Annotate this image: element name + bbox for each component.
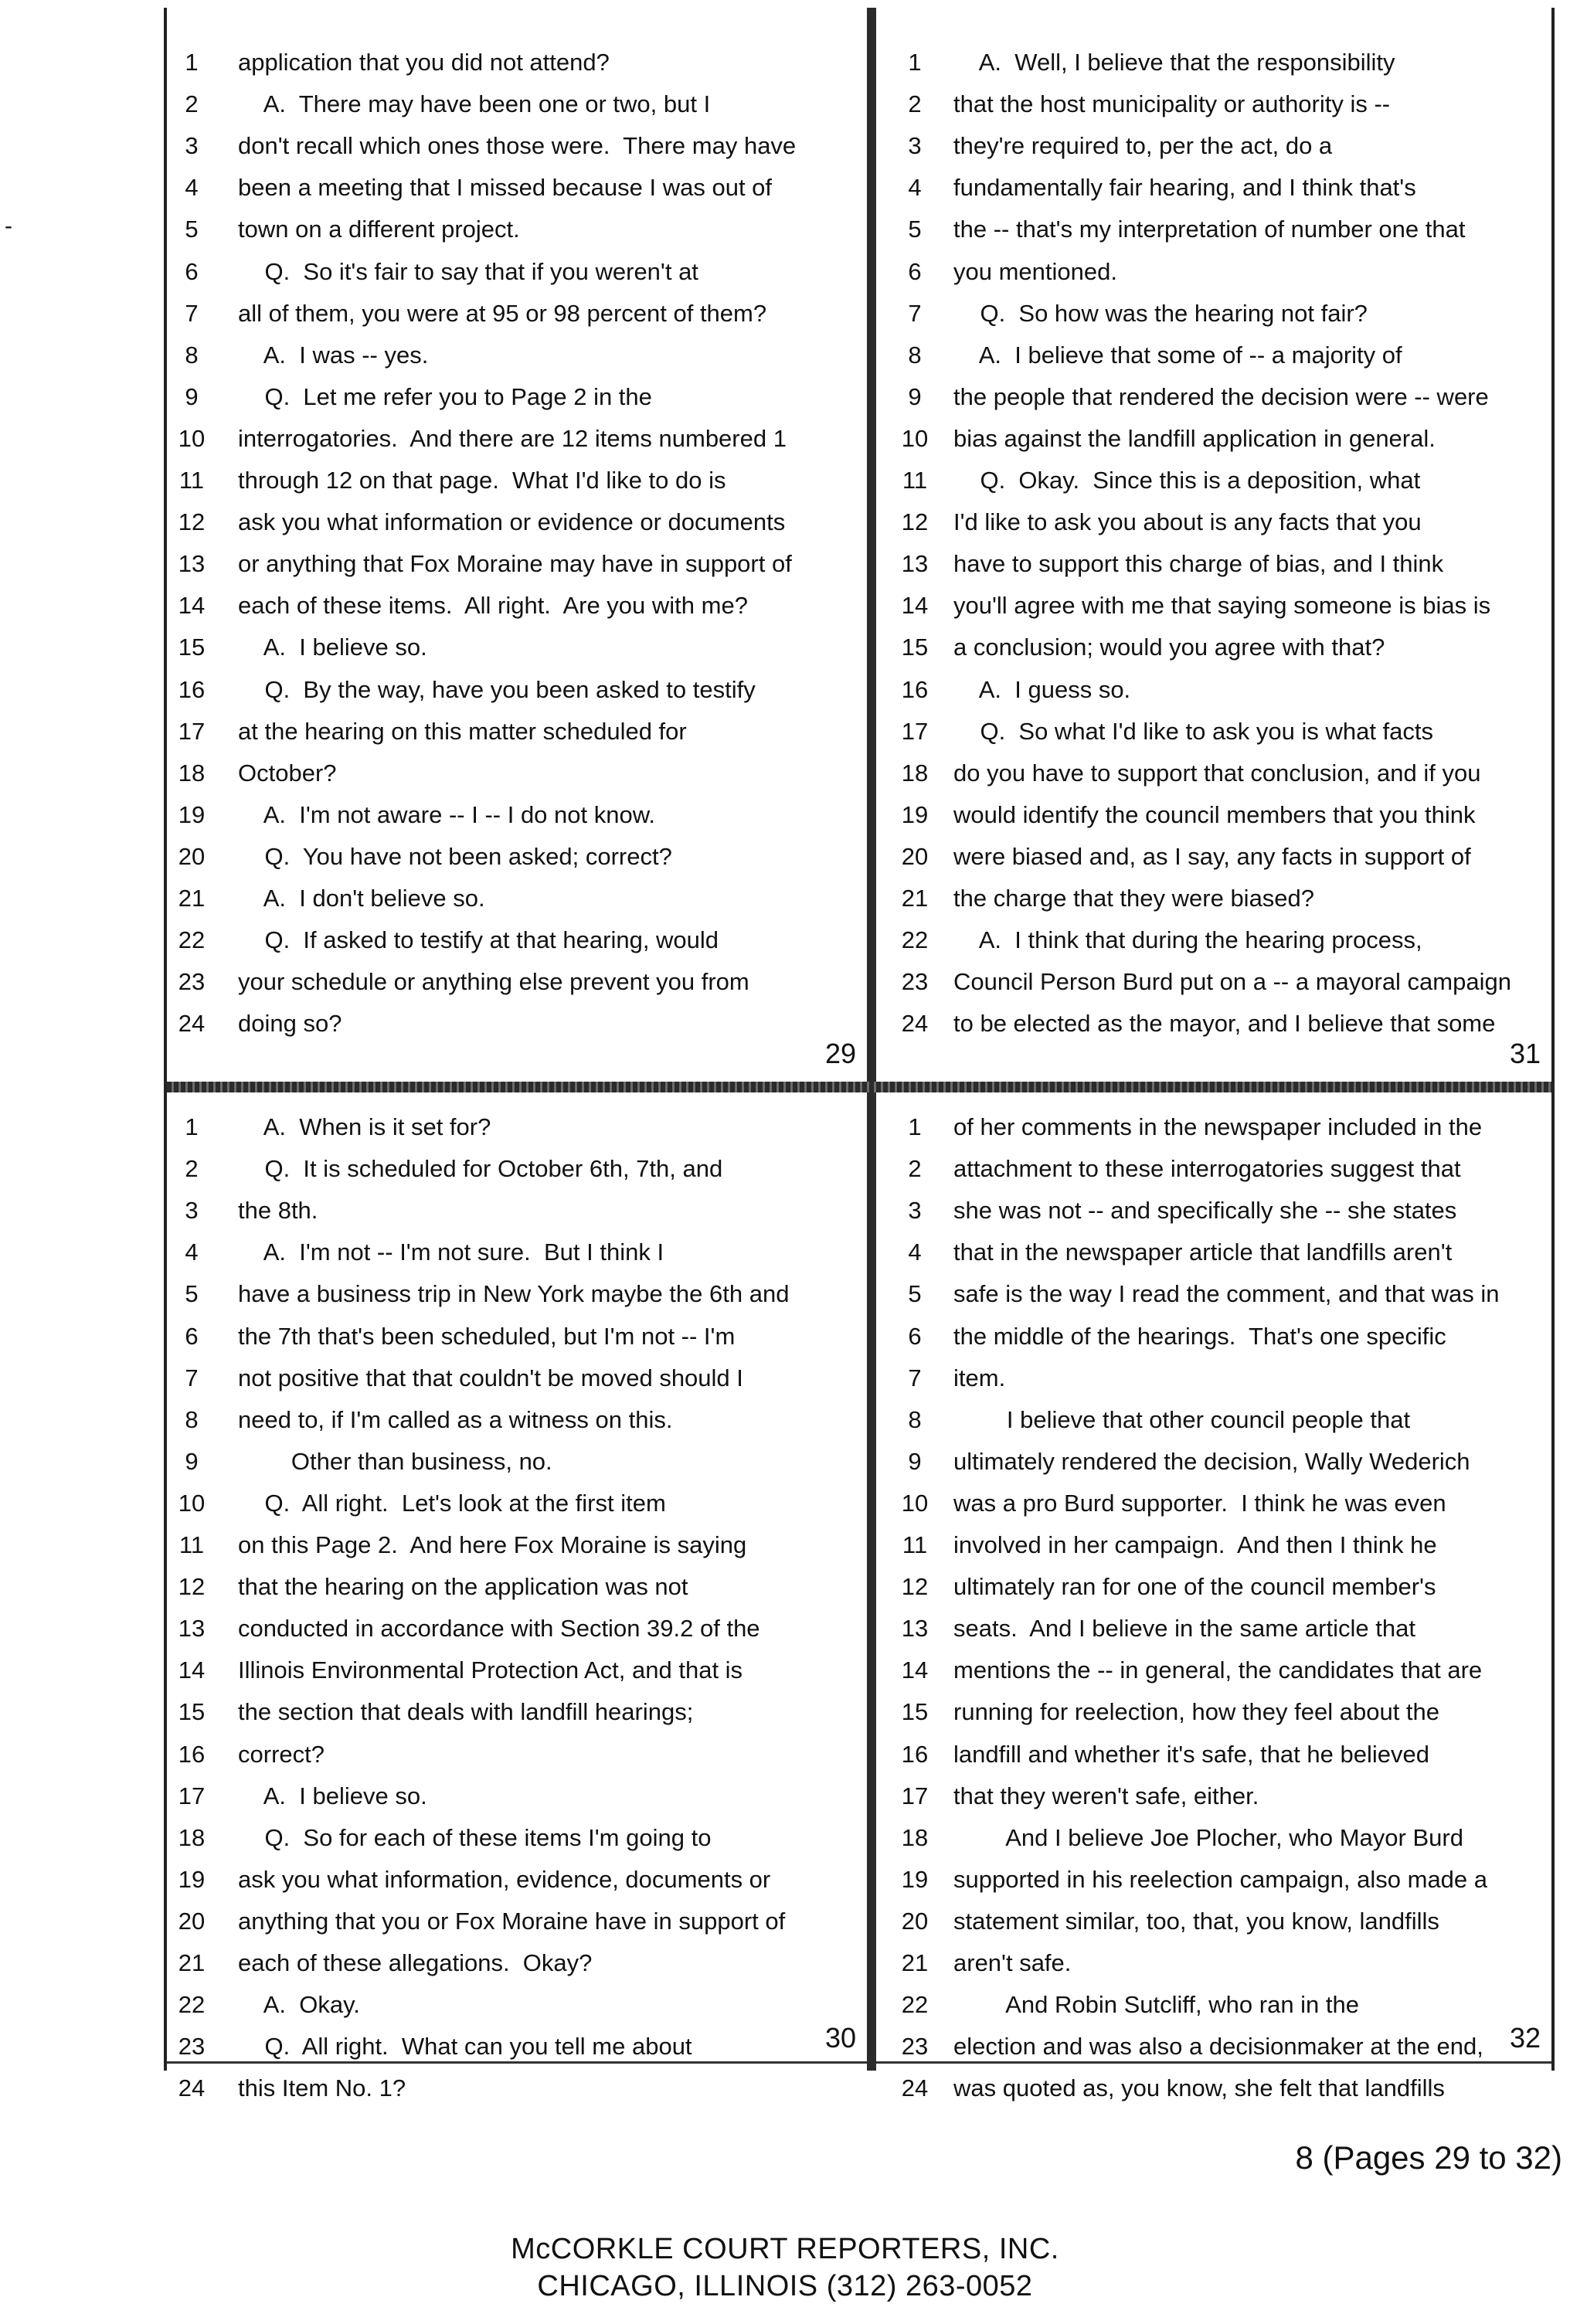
line-number: 8 xyxy=(908,341,922,369)
line-text: item. xyxy=(953,1364,1006,1391)
line-number: 6 xyxy=(185,257,199,285)
transcript-page-29 xyxy=(167,8,867,1082)
line-text: to be elected as the mayor, and I believe that some xyxy=(953,1010,1496,1038)
line-number: 4 xyxy=(908,174,922,202)
line-number: 24 xyxy=(178,2074,206,2102)
line-number: 3 xyxy=(185,132,199,160)
line-text: Q. By the way, have you been asked to testify xyxy=(238,675,756,703)
line-text: the section that deals with landfill hearings; xyxy=(238,1698,694,1726)
line-text: Q. So what I'd like to ask you is what facts xyxy=(953,717,1434,745)
line-number: 14 xyxy=(901,1656,929,1684)
line-text: anything that you or Fox Moraine have in support of xyxy=(238,1907,786,1935)
line-number: 15 xyxy=(901,1698,929,1726)
line-number: 21 xyxy=(901,1949,929,1976)
line-number: 12 xyxy=(178,1573,206,1601)
line-number: 23 xyxy=(178,2033,206,2061)
line-text: Q. So for each of these items I'm going to xyxy=(238,1823,712,1851)
line-text: Other than business, no. xyxy=(238,1447,552,1475)
line-text: on this Page 2. And here Fox Moraine is saying xyxy=(238,1531,747,1558)
line-number: 16 xyxy=(901,1740,929,1768)
page-number: 32 xyxy=(1509,2022,1541,2054)
line-text: through 12 on that page. What I'd like to do is xyxy=(238,467,726,494)
pages-range-label: 8 (Pages 29 to 32) xyxy=(1295,2139,1562,2176)
line-text: A. Okay. xyxy=(238,1991,360,2019)
line-number: 4 xyxy=(908,1238,922,1266)
line-text: not positive that that couldn't be moved should I xyxy=(238,1364,743,1391)
line-number: 15 xyxy=(178,634,206,661)
line-number: 8 xyxy=(185,341,199,369)
line-number: 18 xyxy=(178,759,206,787)
line-number: 11 xyxy=(178,467,205,494)
line-text: A. I believe so. xyxy=(238,1782,427,1809)
line-text: landfill and whether it's safe, that he believed xyxy=(953,1740,1429,1768)
transcript-page-31 xyxy=(876,8,1551,1082)
line-number: 4 xyxy=(185,174,199,202)
line-text: the people that rendered the decision were -- were xyxy=(953,382,1489,410)
line-text: I'd like to ask you about is any facts that you xyxy=(953,508,1422,536)
line-number: 15 xyxy=(178,1698,206,1726)
line-text: seats. And I believe in the same article that xyxy=(953,1615,1415,1643)
line-number: 3 xyxy=(908,132,922,160)
line-number: 1 xyxy=(185,1113,199,1140)
line-number: 23 xyxy=(901,968,929,996)
line-text: fundamentally fair hearing, and I think that's xyxy=(953,174,1416,202)
line-text: was quoted as, you know, she felt that landfills xyxy=(953,2074,1445,2102)
vertical-divider xyxy=(867,8,876,2071)
line-text: was a pro Burd supporter. I think he was even xyxy=(953,1489,1446,1517)
line-number: 13 xyxy=(178,550,206,578)
line-text: election and was also a decisionmaker at the end, xyxy=(953,2033,1483,2061)
line-text: interrogatories. And there are 12 items numbered 1 xyxy=(238,424,787,452)
line-number: 13 xyxy=(901,550,929,578)
line-number: 21 xyxy=(901,885,929,912)
page-number: 29 xyxy=(824,1038,856,1069)
line-number: 19 xyxy=(901,1865,929,1893)
line-text: A. I'm not -- I'm not sure. But I think I xyxy=(238,1238,664,1266)
line-number: 14 xyxy=(178,592,206,620)
line-text: Council Person Burd put on a -- a mayoral campaign xyxy=(953,968,1511,996)
line-number: 12 xyxy=(901,508,929,536)
line-text: that the host municipality or authority is -- xyxy=(953,90,1391,118)
line-text: you'll agree with me that saying someone is bias is xyxy=(953,592,1491,620)
line-number: 12 xyxy=(901,1573,929,1601)
line-number: 20 xyxy=(901,1907,929,1935)
line-text: the 8th. xyxy=(238,1197,318,1225)
transcript-page-30 xyxy=(167,1092,867,2102)
line-text: have to support this charge of bias, and I think xyxy=(953,550,1444,578)
line-text: the charge that they were biased? xyxy=(953,885,1315,912)
line-number: 22 xyxy=(901,1991,929,2019)
line-number: 5 xyxy=(185,1280,199,1308)
line-text: you mentioned. xyxy=(953,257,1117,285)
line-text: Q. If asked to testify at that hearing, would xyxy=(238,926,719,954)
line-number: 21 xyxy=(178,885,206,912)
line-number: 22 xyxy=(178,1991,206,2019)
line-number: 6 xyxy=(185,1322,199,1350)
page-number: 31 xyxy=(1509,1038,1541,1069)
line-number: 11 xyxy=(178,1531,205,1558)
line-text: A. When is it set for? xyxy=(238,1113,491,1140)
transcript-sheet xyxy=(164,8,1555,2102)
line-number: 7 xyxy=(908,299,922,327)
footer-company: McCORKLE COURT REPORTERS, INC. xyxy=(511,2233,1059,2265)
line-text: each of these allegations. Okay? xyxy=(238,1949,593,1976)
line-number: 15 xyxy=(901,634,929,661)
line-number: 1 xyxy=(185,49,199,76)
line-text: A. I guess so. xyxy=(953,675,1131,703)
line-number: 6 xyxy=(908,1322,922,1350)
line-number: 8 xyxy=(185,1405,199,1433)
line-text: doing so? xyxy=(238,1010,342,1038)
line-number: 12 xyxy=(178,508,206,536)
line-number: 9 xyxy=(185,1447,199,1475)
line-number: 23 xyxy=(178,968,206,996)
line-number: 17 xyxy=(901,717,929,745)
line-number: 24 xyxy=(901,1010,929,1038)
line-number: 4 xyxy=(185,1238,199,1266)
line-number: 19 xyxy=(178,1865,206,1893)
transcript-page-32 xyxy=(876,1092,1551,2102)
line-text: she was not -- and specifically she -- she states xyxy=(953,1197,1457,1225)
line-text: all of them, you were at 95 or 98 percent of them? xyxy=(238,299,767,327)
line-text: attachment to these interrogatories suggest that xyxy=(953,1155,1461,1183)
line-text: And I believe Joe Plocher, who Mayor Burd xyxy=(953,1823,1463,1851)
line-number: 5 xyxy=(185,216,199,243)
line-number: 7 xyxy=(185,1364,199,1391)
line-number: 6 xyxy=(908,257,922,285)
line-number: 22 xyxy=(178,926,206,954)
line-text: conducted in accordance with Section 39.2 of the xyxy=(238,1615,760,1643)
line-text: ask you what information or evidence or documents xyxy=(238,508,786,536)
line-number: 10 xyxy=(901,1489,929,1517)
line-text: Q. All right. What can you tell me about xyxy=(238,2033,692,2061)
line-text: supported in his reelection campaign, also made a xyxy=(953,1865,1488,1893)
line-number: 10 xyxy=(178,424,206,452)
line-number: 8 xyxy=(908,1405,922,1433)
line-number: 17 xyxy=(178,717,206,745)
line-text: they're required to, per the act, do a xyxy=(953,132,1333,160)
line-number: 20 xyxy=(178,842,206,870)
line-text: Q. It is scheduled for October 6th, 7th, and xyxy=(238,1155,723,1183)
line-text: that in the newspaper article that landfills aren't xyxy=(953,1238,1453,1266)
line-number: 18 xyxy=(901,759,929,787)
line-text: of her comments in the newspaper included in the xyxy=(953,1113,1483,1140)
line-number: 23 xyxy=(901,2033,929,2061)
line-text: A. There may have been one or two, but I xyxy=(238,90,711,118)
line-number: 11 xyxy=(902,1531,928,1558)
line-text: A. I believe so. xyxy=(238,634,427,661)
line-text: safe is the way I read the comment, and that was in xyxy=(953,1280,1500,1308)
line-text: the -- that's my interpretation of number one that xyxy=(953,216,1466,243)
line-number: 16 xyxy=(178,675,206,703)
line-number: 18 xyxy=(178,1823,206,1851)
line-text: Illinois Environmental Protection Act, and that is xyxy=(238,1656,743,1684)
line-text: statement similar, too, that, you know, landfills xyxy=(953,1907,1439,1935)
line-text: at the hearing on this matter scheduled for xyxy=(238,717,687,745)
line-text: need to, if I'm called as a witness on this. xyxy=(238,1405,673,1433)
line-text: have a business trip in New York maybe the 6th and xyxy=(238,1280,790,1308)
line-number: 7 xyxy=(185,299,199,327)
line-text: ultimately ran for one of the council member's xyxy=(953,1573,1436,1601)
line-text: do you have to support that conclusion, and if you xyxy=(953,759,1481,787)
line-text: A. I think that during the hearing process, xyxy=(953,926,1422,954)
line-number: 1 xyxy=(908,49,922,76)
line-number: 16 xyxy=(901,675,929,703)
line-number: 14 xyxy=(178,1656,206,1684)
line-text: bias against the landfill application in general. xyxy=(953,424,1436,452)
line-text: a conclusion; would you agree with that? xyxy=(953,634,1385,661)
line-number: 20 xyxy=(178,1907,206,1935)
line-text: ask you what information, evidence, documents or xyxy=(238,1865,771,1893)
line-number: 5 xyxy=(908,1280,922,1308)
line-text: A. I was -- yes. xyxy=(238,341,429,369)
line-number: 3 xyxy=(185,1197,199,1225)
line-text: would identify the council members that you think xyxy=(953,800,1476,828)
line-number: 5 xyxy=(908,216,922,243)
line-number: 2 xyxy=(185,1155,199,1183)
line-number: 11 xyxy=(902,467,928,494)
line-text: this Item No. 1? xyxy=(238,2074,406,2102)
line-text: Q. So it's fair to say that if you weren't at xyxy=(238,257,698,285)
line-text: And Robin Sutcliff, who ran in the xyxy=(953,1991,1360,2019)
line-number: 19 xyxy=(178,800,206,828)
line-number: 13 xyxy=(178,1615,206,1643)
line-number: 9 xyxy=(185,382,199,410)
line-number: 18 xyxy=(901,1823,929,1851)
line-text: correct? xyxy=(238,1740,325,1768)
line-text: Q. Okay. Since this is a deposition, what xyxy=(953,467,1421,494)
line-number: 9 xyxy=(908,1447,922,1475)
stray-mark: - xyxy=(5,213,12,239)
line-text: A. I believe that some of -- a majority of xyxy=(953,341,1402,369)
line-text: October? xyxy=(238,759,337,787)
line-text: your schedule or anything else prevent you from xyxy=(238,968,749,996)
page-number: 30 xyxy=(824,2022,856,2054)
line-number: 2 xyxy=(185,90,199,118)
line-text: were biased and, as I say, any facts in support of xyxy=(953,842,1471,870)
line-text: been a meeting that I missed because I was out of xyxy=(238,174,773,202)
line-number: 24 xyxy=(901,2074,929,2102)
line-number: 14 xyxy=(901,592,929,620)
line-text: Q. You have not been asked; correct? xyxy=(238,842,672,870)
line-text: the 7th that's been scheduled, but I'm not -- I'm xyxy=(238,1322,736,1350)
line-text: A. Well, I believe that the responsibility xyxy=(953,49,1395,76)
line-text: or anything that Fox Moraine may have in support of xyxy=(238,550,792,578)
line-text: Q. Let me refer you to Page 2 in the xyxy=(238,382,652,410)
line-text: each of these items. All right. Are you with me? xyxy=(238,592,748,620)
line-number: 2 xyxy=(908,1155,922,1183)
line-number: 24 xyxy=(178,1010,206,1038)
line-text: I believe that other council people that xyxy=(953,1405,1411,1433)
line-text: the middle of the hearings. That's one specific xyxy=(953,1322,1446,1350)
line-number: 22 xyxy=(901,926,929,954)
line-number: 19 xyxy=(901,800,929,828)
line-number: 10 xyxy=(178,1489,206,1517)
line-text: aren't safe. xyxy=(953,1949,1072,1976)
line-number: 21 xyxy=(178,1949,206,1976)
line-text: that the hearing on the application was not xyxy=(238,1573,688,1601)
line-number: 16 xyxy=(178,1740,206,1768)
line-text: that they weren't safe, either. xyxy=(953,1782,1259,1809)
line-text: A. I'm not aware -- I -- I do not know. xyxy=(238,800,656,828)
line-number: 7 xyxy=(908,1364,922,1391)
line-text: Q. So how was the hearing not fair? xyxy=(953,299,1368,327)
line-number: 20 xyxy=(901,842,929,870)
line-text: Q. All right. Let's look at the first item xyxy=(238,1489,666,1517)
horizontal-divider xyxy=(167,1082,1551,1092)
line-text: don't recall which ones those were. There may have xyxy=(238,132,797,160)
line-text: town on a different project. xyxy=(238,216,520,243)
line-text: A. I don't believe so. xyxy=(238,885,485,912)
line-number: 1 xyxy=(908,1113,922,1140)
footer-address: CHICAGO, ILLINOIS (312) 263-0052 xyxy=(537,2270,1033,2302)
line-text: involved in her campaign. And then I think he xyxy=(953,1531,1437,1558)
line-number: 17 xyxy=(178,1782,206,1809)
line-text: mentions the -- in general, the candidates that are xyxy=(953,1656,1483,1684)
line-number: 9 xyxy=(908,382,922,410)
line-number: 17 xyxy=(901,1782,929,1809)
line-text: application that you did not attend? xyxy=(238,49,610,76)
line-number: 13 xyxy=(901,1615,929,1643)
line-number: 3 xyxy=(908,1197,922,1225)
line-text: running for reelection, how they feel about the xyxy=(953,1698,1440,1726)
line-text: ultimately rendered the decision, Wally Wederich xyxy=(953,1447,1470,1475)
line-number: 10 xyxy=(901,424,929,452)
line-number: 2 xyxy=(908,90,922,118)
